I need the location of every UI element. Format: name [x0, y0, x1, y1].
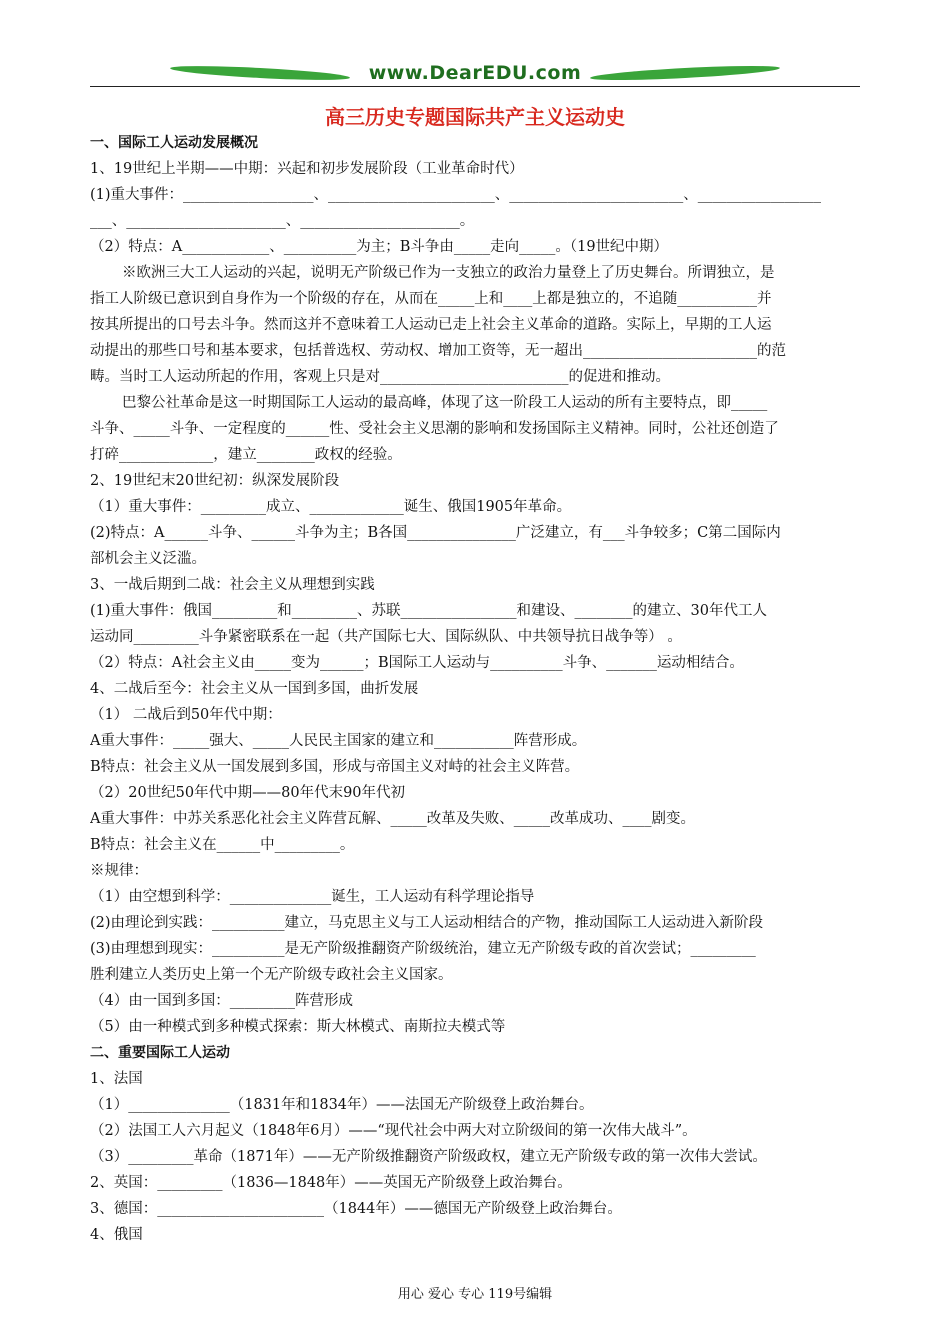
text-line: （5）由一种模式到多种模式探索：斯大林模式、南斯拉夫模式等 — [90, 1019, 506, 1035]
text-line: （1）______________（1831年和1834年）——法国无产阶级登上政治舞台。 — [90, 1097, 594, 1113]
page-footer: 用心 爱心 专心 119号编辑 — [397, 1287, 553, 1302]
text-line: （2）20世纪50年代中期——80年代末90年代初 — [90, 785, 406, 801]
text-line: 按其所提出的口号去斗争。然而这并不意味着工人运动已走上社会主义革命的道路。实际上，早期的工人运 — [90, 317, 772, 333]
text-line: 1、法国 — [90, 1071, 143, 1087]
text-line: ※欧洲三大工人运动的兴起，说明无产阶级已作为一支独立的政治力量登上了历史舞台。所谓独立，是 — [122, 265, 775, 281]
text-line: 1、19世纪上半期——中期：兴起和初步发展阶段（工业革命时代） — [90, 161, 524, 177]
text-line: 3、德国：_______________________（1844年）——德国无产阶级登上政治舞台。 — [90, 1201, 622, 1217]
text-line: ※规律： — [90, 863, 148, 879]
text-line: (3)由理想到现实：__________是无产阶级推翻资产阶级统治，建立无产阶级专政的首次尝试；_________ — [90, 941, 756, 957]
text-line: B特点：社会主义在______中_________。 — [90, 837, 355, 853]
text-line: 运动同_________斗争紧密联系在一起（共产国际七大、国际纵队、中共领导抗日战争等） 。 — [90, 629, 682, 645]
section-heading: 一、国际工人运动发展概况 — [90, 135, 258, 151]
text-line: (1)重大事件：俄国_________和_________、苏联________________和建设、________的建立、30年代工人 — [90, 603, 767, 619]
text-line: 胜利建立人类历史上第一个无产阶级专政社会主义国家。 — [90, 967, 453, 983]
text-line: （3）_________革命（1871年）——无产阶级推翻资产阶级政权，建立无产阶级专政的第一次伟大尝试。 — [90, 1149, 767, 1165]
text-line: 3、一战后期到二战：社会主义从理想到实践 — [90, 577, 375, 593]
text-line: B特点：社会主义从一国发展到多国，形成与帝国主义对峙的社会主义阵营。 — [90, 759, 580, 775]
text-line: A重大事件：中苏关系恶化社会主义阵营瓦解、_____改革及失败、_____改革成功、____剧变。 — [90, 811, 695, 827]
text-line: （4）由一国到多国：_________阵营形成 — [90, 993, 353, 1009]
text-line: （2）法国工人六月起义（1848年6月）——“现代社会中两大对立阶级间的第一次伟大战斗”。 — [90, 1123, 697, 1139]
text-line: 斗争、_____斗争、一定程度的______性、受社会主义思潮的影响和发扬国际主义精神。同时，公社还创造了 — [90, 421, 779, 437]
text-line: 指工人阶级已意识到自身作为一个阶级的存在，从而在_____上和____上都是独立的，不追随___________并 — [90, 291, 772, 307]
text-line: (2)特点：A______斗争、______斗争为主；B各国_______________广泛建立，有___斗争较多；C第二国际内 — [90, 525, 781, 541]
text-line: 部机会主义泛滥。 — [90, 551, 206, 567]
text-line: (1)重大事件：__________________、_______________________、________________________、_________________ — [90, 187, 822, 203]
text-line: 动提出的那些口号和基本要求，包括普选权、劳动权、增加工资等，无一超出________________________的范 — [90, 343, 786, 359]
logo-text: www.DearEDU.com — [368, 62, 582, 84]
text-line: （2）特点：A____________、__________为主；B斗争由_____走向_____。（19世纪中期） — [90, 239, 669, 255]
text-line: （2）特点：A社会主义由_____变为______；B国际工人运动与__________斗争、_______运动相结合。 — [90, 655, 744, 671]
text-line: 畴。当时工人运动所起的作用，客观上只是对__________________________的促进和推动。 — [90, 369, 670, 385]
text-line: 打碎_____________，建立________政权的经验。 — [90, 447, 402, 463]
text-line: 4、二战后至今：社会主义从一国到多国，曲折发展 — [90, 681, 419, 697]
header-rule — [90, 86, 860, 87]
text-line: 2、19世纪末20世纪初：纵深发展阶段 — [90, 473, 340, 489]
text-line: (2)由理论到实践：__________建立，马克思主义与工人运动相结合的产物，推动国际工人运动进入新阶段 — [90, 915, 764, 931]
text-line: ___、______________________、______________________。 — [90, 213, 475, 229]
text-line: A重大事件：_____强大、_____人民民主国家的建立和___________阵营形成。 — [90, 733, 587, 749]
text-line: （1）由空想到科学：______________诞生，工人运动有科学理论指导 — [90, 889, 535, 905]
text-line: 2、英国：_________（1836—1848年）——英国无产阶级登上政治舞台。 — [90, 1175, 572, 1191]
text-line: 巴黎公社革命是这一时期国际工人运动的最高峰，体现了这一阶段工人运动的所有主要特点，即_____ — [122, 395, 768, 411]
text-line: 4、俄国 — [90, 1227, 143, 1243]
document-body — [90, 130, 860, 1248]
document-title: 高三历史专题国际共产主义运动史 — [325, 105, 625, 129]
text-line: （1） 二战后到50年代中期： — [90, 707, 282, 723]
section-heading: 二、重要国际工人运动 — [90, 1045, 230, 1061]
text-line: （1）重大事件：_________成立、_____________诞生、俄国1905年革命。 — [90, 499, 572, 515]
